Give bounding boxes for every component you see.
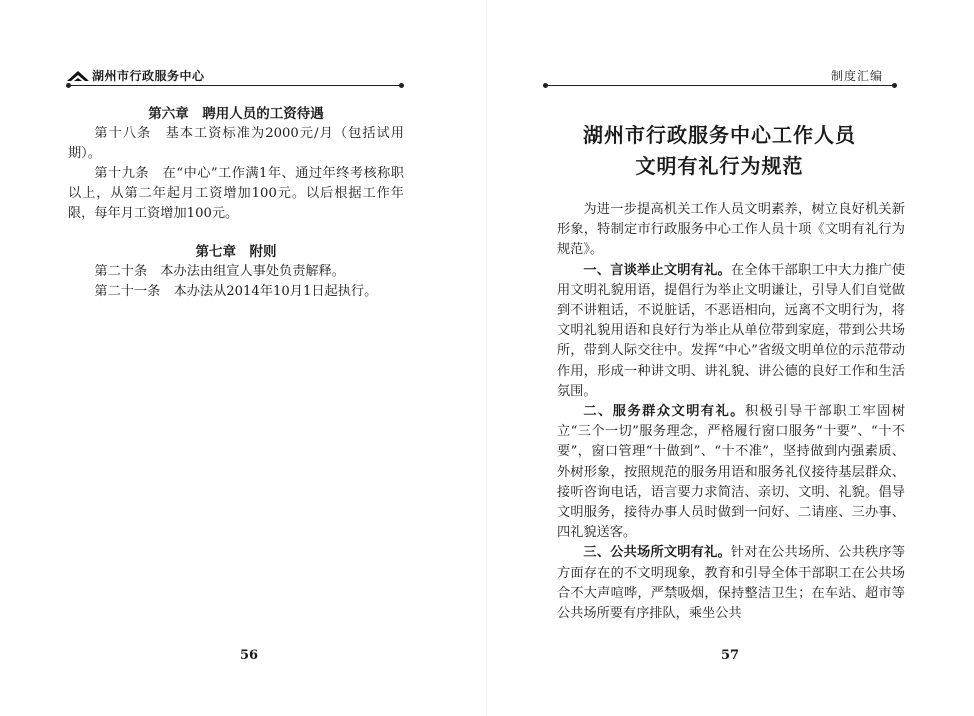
- chapter-heading: 第六章 聘用人员的工资待遇: [148, 106, 324, 122]
- left-header-title: 湖州市行政服务中心: [92, 69, 205, 83]
- section-lead: 三、公共场所文明有礼。: [583, 545, 731, 561]
- left-running-header: [66, 66, 402, 86]
- page-number: 56: [240, 648, 259, 663]
- section-lead: 一、言谈举止文明有礼。: [583, 262, 731, 278]
- section-paragraph: [557, 402, 905, 543]
- right-page: [487, 0, 974, 716]
- header-rule: [545, 85, 895, 86]
- right-header-title: 制度汇编: [830, 69, 883, 83]
- document-title-line: 湖州市行政服务中心工作人员: [583, 123, 856, 147]
- right-running-header: [543, 66, 895, 86]
- document-title: [547, 120, 892, 182]
- section-paragraph: [557, 543, 905, 624]
- article-21: 第二十一条 本办法从2014年10月1日起执行。: [94, 284, 378, 299]
- right-body-text: [557, 200, 905, 624]
- header-rule-dot: [892, 83, 897, 88]
- header-rule-dot: [399, 83, 404, 88]
- section-text: 积极引导干部职工牢固树立“三个一切”服务理念，严格履行窗口服务“十要”、“十不要”，窗口管理“十做到”、“十不准”，坚持做到内强素质、外树形象，按照规范的服务用语和服务礼仪接待基层群众、接听咨询电话，语言要力求简洁、亲切、文明、礼貌。倡导文明服务，接待办事人员时做到一问好、二请座、三办事、四礼貌送客。: [557, 404, 906, 541]
- article-20: 第二十条 本办法由组宣人事处负责解释。: [94, 264, 345, 279]
- header-rule-dot: [543, 83, 548, 88]
- article-18: 第十八条 基本工资标准为2000元/月（包括试用期）。: [68, 126, 404, 161]
- intro-paragraph: 为进一步提高机关工作人员文明素养，树立良好机关新形象，特制定市行政服务中心工作人员十项《文明有礼行为规范》。: [557, 202, 905, 258]
- section-text: 针对在公共场所、公共秩序等方面存在的不文明现象，教育和引导全体干部职工在公共场合不大声喧哗，严禁吸烟，保持整洁卫生；在车站、超市等公共场所要有序排队，乘坐公共: [557, 545, 906, 622]
- section-paragraph: [557, 261, 905, 402]
- header-rule-dot: [66, 83, 71, 88]
- page-number: 57: [721, 648, 740, 663]
- section-lead: 二、服务群众文明有礼。: [583, 404, 745, 420]
- left-body-text: [68, 104, 404, 302]
- article-19: 第十九条 在“中心”工作满1年、通过年终考核称职以上，从第二年起月工资增加100元。以后根据工作年限，每年月工资增加100元。: [68, 166, 404, 221]
- section-text: 在全体干部职工中大力推广使用文明礼貌用语，提倡行为举止文明谦让，引导人们自觉做到不讲粗话，不说脏话，不恶语相向，远离不文明行为，将文明礼貌用语和良好行为举止从单位带到家庭，带到公共场所，带到人际交往中。发挥“中心”省级文明单位的示范带动作用，形成一种讲文明、讲礼貌、讲公德的良好工作和生活氛围。: [557, 262, 906, 399]
- header-rule: [68, 85, 402, 86]
- document-title-line: 文明有礼行为规范: [635, 154, 804, 178]
- chapter-heading: 第七章 附则: [195, 244, 277, 260]
- building-roof-icon: [66, 68, 90, 82]
